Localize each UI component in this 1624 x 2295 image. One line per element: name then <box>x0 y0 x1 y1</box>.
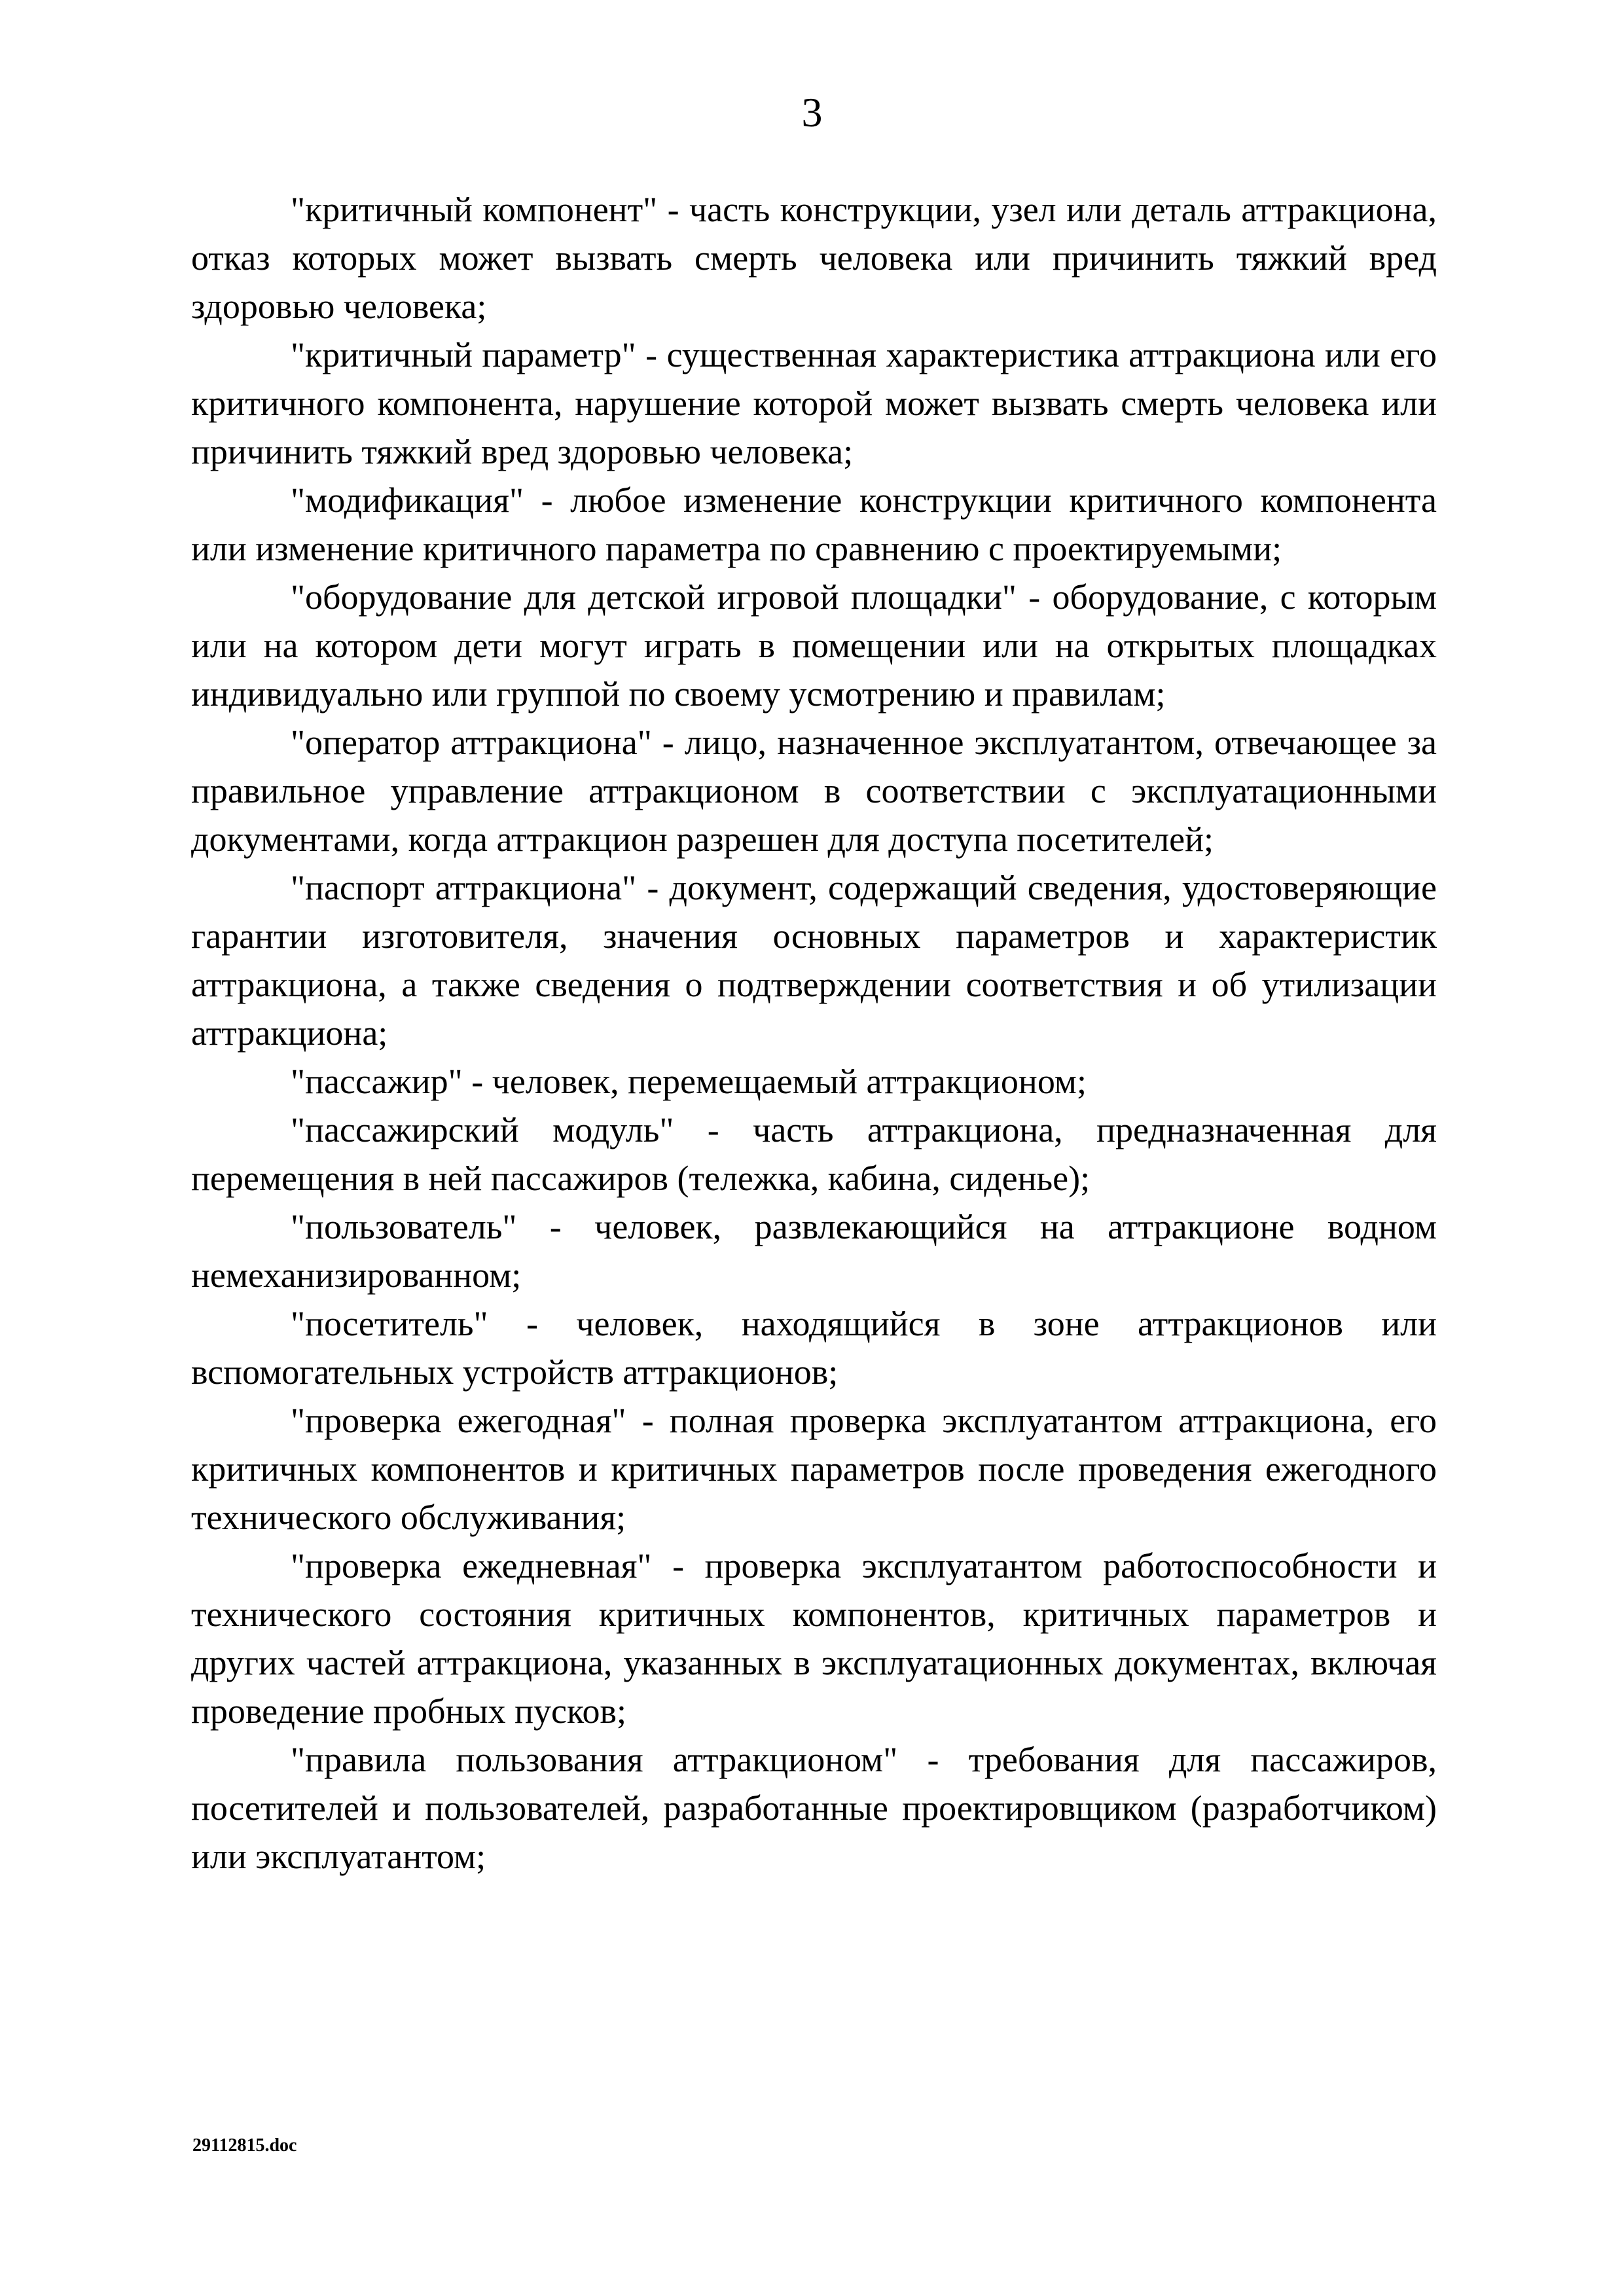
definition-paragraph: "модификация" - любое изменение конструкции критичного компонента или изменение критичного параметра по сравнению с проектируемыми; <box>191 480 1437 568</box>
definition-paragraph: "критичный компонент" - часть конструкции, узел или деталь аттракциона, отказ которых может вызвать смерть человека или причинить тяжкий вред здоровью человека; <box>191 190 1437 326</box>
page-number: 3 <box>801 89 823 136</box>
document-file-code: 29112815.doc <box>192 2135 297 2156</box>
definition-paragraph: "критичный параметр" - существенная характеристика аттракциона или его критичного компонента, нарушение которой может вызвать смерть человека или причинить тяжкий вред здоровью человека; <box>191 335 1437 471</box>
definition-paragraph: "оператор аттракциона" - лицо, назначенное эксплуатантом, отвечающее за правильное управление аттракционом в соответствии с эксплуатационными документами, когда аттракцион разрешен для доступа посетителей; <box>191 723 1437 859</box>
definition-paragraph: "правила пользования аттракционом" - требования для пассажиров, посетителей и пользователей, разработанные проектировщиком (разработчиком) или эксплуатантом; <box>191 1740 1437 1876</box>
definition-paragraph: "оборудование для детской игровой площадки" - оборудование, с которым или на котором дети могут играть в помещении или на открытых площадках индивидуально или группой по своему усмотрению и правилам; <box>191 577 1437 714</box>
definition-paragraph: "пассажирский модуль" - часть аттракциона, предназначенная для перемещения в ней пассажиров (тележка, кабина, сиденье); <box>191 1110 1437 1198</box>
definition-paragraph: "посетитель" - человек, находящийся в зоне аттракционов или вспомогательных устройств аттракционов; <box>191 1304 1437 1392</box>
definition-paragraph: "пользователь" - человек, развлекающийся на аттракционе водном немеханизированном; <box>191 1207 1437 1295</box>
definition-paragraph: "паспорт аттракциона" - документ, содержащий сведения, удостоверяющие гарантии изготовителя, значения основных параметров и характеристик аттракциона, а также сведения о подтверждении соответствия и об утилизации аттракциона; <box>191 868 1437 1053</box>
definitions-list <box>191 185 1437 1881</box>
definition-paragraph: "пассажир" - человек, перемещаемый аттракционом; <box>291 1062 1087 1101</box>
definition-paragraph: "проверка ежедневная" - проверка эксплуатантом работоспособности и технического состояния критичных компонентов, критичных параметров и других частей аттракциона, указанных в эксплуатационных документах, включая проведение пробных пусков; <box>191 1546 1437 1731</box>
definition-paragraph: "проверка ежегодная" - полная проверка эксплуатантом аттракциона, его критичных компонентов и критичных параметров после проведения ежегодного технического обслуживания; <box>191 1401 1437 1537</box>
